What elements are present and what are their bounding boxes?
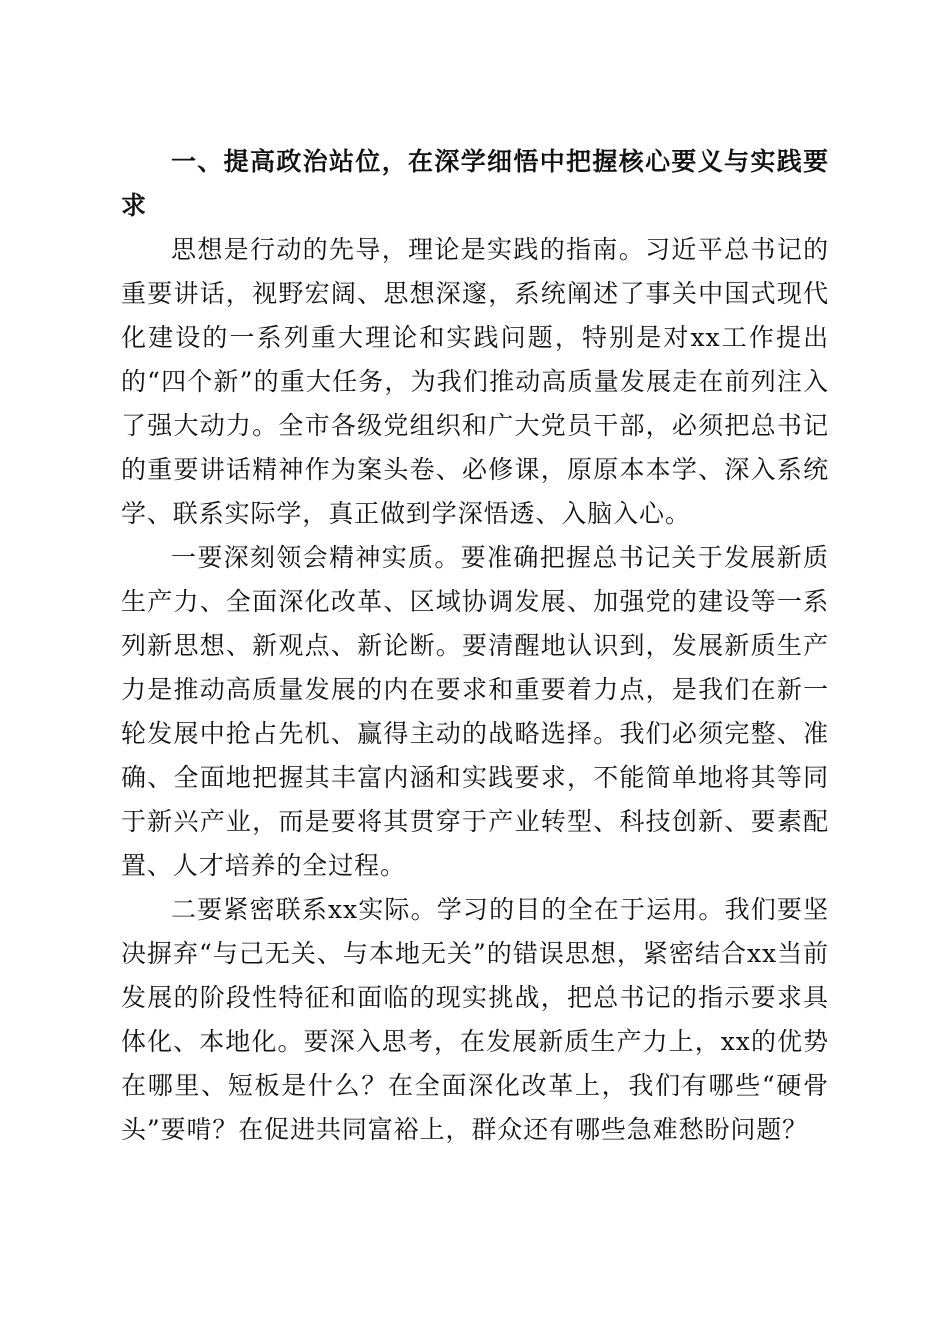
paragraph-first-requirement: 一要深刻领会精神实质。要准确把握总书记关于发展新质生产力、全面深化改革、区域协调发展、加强党的建设等一系列新思想、新观点、新论断。要清醒地认识到，发展新质生产力是推动高质量发展的内在要求和重要着力点，是我们在新一轮发展中抢占先机、赢得主动的战略选择。我们必须完整、准确、全面地把握其丰富内涵和实践要求，不能简单地将其等同于新兴产业，而是要将其贯穿于产业转型、科技创新、要素配置、人才培养的全过程。 — [121, 543, 829, 880]
paragraph-intro: 思想是行动的先导，理论是实践的指南。习近平总书记的重要讲话，视野宏阔、思想深邃，系统阐述了事关中国式现代化建设的一系列重大理论和实践问题，特别是对xx工作提出的“四个新”的重大任务，为我们推动高质量发展走在前列注入了强大动力。全市各级党组织和广大党员干部，必须把总书记的重要讲话精神作为案头卷、必修课，原原本本学、深入系统学、联系实际学，真正做到学深悟透、入脑入心。 — [121, 235, 829, 528]
document-body — [121, 140, 829, 1152]
section-heading: 一、提高政治站位，在深学细悟中把握核心要义与实践要求 — [121, 147, 829, 220]
paragraph-second-requirement: 二要紧密联系xx实际。学习的目的全在于运用。我们要坚决摒弃“与己无关、与本地无关”的错误思想，紧密结合xx当前发展的阶段性特征和面临的现实挑战，把总书记的指示要求具体化、本地化。要深入思考，在发展新质生产力上，xx的优势在哪里、短板是什么？在全面深化改革上，我们有哪些“硬骨头”要啃？在促进共同富裕上，群众还有哪些急难愁盼问题？ — [121, 895, 829, 1144]
